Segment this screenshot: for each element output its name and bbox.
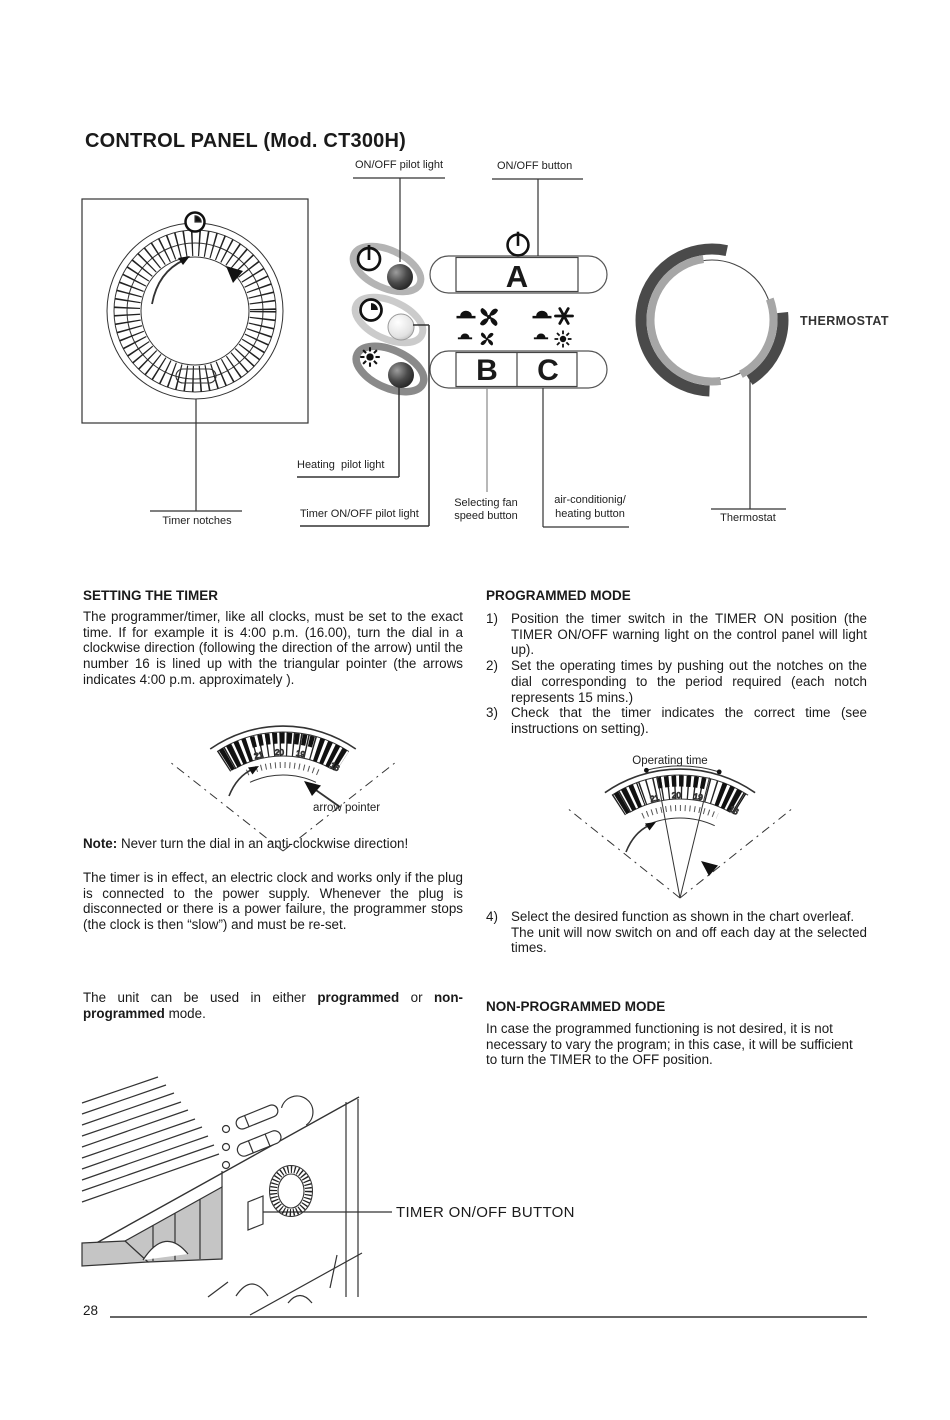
operating-time-wedge-line bbox=[680, 778, 709, 899]
dial-number: 21 bbox=[253, 750, 265, 761]
timer-onoff-button-art bbox=[248, 1196, 263, 1230]
timer-knob bbox=[270, 1166, 313, 1217]
setting-heading: SETTING THE TIMER bbox=[83, 588, 218, 603]
mode-icons bbox=[457, 308, 573, 348]
dial-number: 16 bbox=[328, 760, 341, 774]
item-number: 1) bbox=[486, 611, 498, 626]
mode-paragraph bbox=[83, 990, 463, 1021]
fan-heater-dome-icon bbox=[457, 311, 476, 319]
shaded-band bbox=[125, 1187, 222, 1262]
note-label: Note: bbox=[83, 836, 118, 851]
item-number: 4) bbox=[486, 909, 498, 924]
arrow-pointer-mark bbox=[304, 781, 321, 796]
button-a-label: A bbox=[505, 259, 529, 294]
programmed-step-4 bbox=[486, 909, 867, 956]
timer-dial-figure bbox=[82, 199, 308, 511]
programmed-heading: PROGRAMMED MODE bbox=[486, 588, 631, 603]
fan-speed-label-2: speed button bbox=[454, 510, 518, 522]
timer-pilot-label: Timer ON/OFF pilot light bbox=[300, 508, 419, 520]
clock-icon bbox=[361, 300, 382, 321]
timer-onoff-button-label: TIMER ON/OFF BUTTON bbox=[396, 1204, 575, 1221]
thermostat-callout-label: Thermostat bbox=[720, 512, 776, 524]
heating-pilot-lamp bbox=[388, 362, 414, 388]
list-item bbox=[486, 611, 867, 658]
dial-pointer bbox=[701, 861, 718, 876]
fan-heater-dome-icon bbox=[458, 334, 472, 340]
panel-buttons bbox=[430, 232, 607, 388]
item-number: 2) bbox=[486, 658, 498, 674]
heating-pilot-label: Heating pilot light bbox=[297, 459, 385, 471]
onoff-pilot-oval bbox=[346, 237, 427, 301]
item-text-line: The unit will now switch on and off each day at the selected times. bbox=[511, 924, 867, 956]
fan-speed-label-1: Selecting fan bbox=[454, 497, 518, 509]
arrow-pointer-label: arrow pointer bbox=[313, 802, 381, 814]
appliance-illustration bbox=[82, 1077, 362, 1315]
list-item bbox=[486, 658, 867, 705]
mode-nonprogrammed: non-programmed bbox=[83, 990, 463, 1021]
mode-mid: or bbox=[399, 990, 434, 1005]
operating-time-wedge-line bbox=[657, 776, 680, 898]
programmed-steps bbox=[486, 611, 867, 737]
button-c-label: C bbox=[537, 354, 559, 387]
vent-slot bbox=[235, 1129, 283, 1158]
timer-notch-ring bbox=[127, 243, 263, 379]
snowflake-icon bbox=[556, 309, 573, 324]
pilot-lights bbox=[346, 237, 430, 401]
sun-icon bbox=[555, 331, 572, 348]
vent-slot bbox=[234, 1103, 279, 1131]
dial-number: 16 bbox=[727, 804, 741, 817]
mode-prefix: The unit can be used in either bbox=[83, 990, 318, 1005]
fan-icon bbox=[481, 333, 494, 346]
nonprogrammed-heading: NON-PROGRAMMED MODE bbox=[486, 999, 666, 1014]
dial-number: 19 bbox=[692, 791, 704, 803]
item-number: 3) bbox=[486, 705, 498, 721]
aircon-label-2: heating button bbox=[555, 508, 625, 520]
dial-pointer bbox=[226, 266, 243, 283]
timer-pilot-oval bbox=[348, 288, 429, 352]
mode-programmed: programmed bbox=[317, 990, 400, 1005]
hatching bbox=[82, 1077, 219, 1202]
item-text bbox=[511, 909, 867, 956]
footer-rule bbox=[110, 1316, 867, 1318]
timer-pilot-lamp bbox=[388, 314, 414, 340]
dial-arc-figure-right bbox=[567, 766, 793, 898]
page-title: CONTROL PANEL (Mod. CT300H) bbox=[85, 130, 406, 152]
dial-number: 21 bbox=[649, 793, 661, 804]
onoff-pilot-lamp bbox=[387, 264, 413, 290]
nonprogrammed-paragraph: In case the programmed functioning is not desired, it is not necessary to vary the program; in this case, it will be sufficient to turn the TIMER to the OFF position. bbox=[486, 1021, 853, 1068]
sun-icon bbox=[360, 347, 380, 367]
onoff-pilot-label: ON/OFF pilot light bbox=[355, 159, 444, 171]
fan-heater-dome-icon bbox=[533, 311, 552, 319]
item-text-line: Select the desired function as shown in the chart overleaf. bbox=[511, 909, 855, 924]
dial-arc-figure-left bbox=[170, 726, 396, 851]
fan-heater-dome-icon bbox=[534, 334, 548, 340]
dial-number: 20 bbox=[274, 747, 285, 758]
note-paragraph bbox=[83, 836, 463, 852]
onoff-button-label: ON/OFF button bbox=[497, 160, 573, 172]
item-text: Position the timer switch in the TIMER ON position (the TIMER ON/OFF warning light on the control panel will light up). bbox=[511, 611, 867, 658]
list-item bbox=[486, 909, 867, 956]
page-number: 28 bbox=[83, 1303, 99, 1318]
item-text: Check that the timer indicates the correct time (see instructions on setting). bbox=[511, 705, 867, 736]
button-b-label: B bbox=[476, 354, 498, 387]
thermostat-figure bbox=[641, 249, 783, 391]
dial-number: 19 bbox=[295, 748, 306, 760]
power-icon bbox=[358, 245, 380, 270]
dial-number: 20 bbox=[671, 790, 682, 801]
thermostat-side-label: THERMOSTAT bbox=[800, 314, 889, 328]
aircon-label-1: air-conditionig/ bbox=[554, 494, 626, 506]
operating-time-label: Operating time bbox=[632, 755, 708, 767]
heating-pilot-oval bbox=[349, 337, 430, 401]
timer-clock-paragraph: The timer is in effect, an electric clock and works only if the plug is connected to the power supply. Whenever the plug is disconnected or there is a power failure, the programmer stops (the clock is then “slow”) and must be re-set. bbox=[83, 870, 463, 933]
dial-cutout bbox=[282, 1096, 313, 1125]
note-text: Never turn the dial in an anti-clockwise direction! bbox=[117, 836, 409, 851]
clockwise-arrow bbox=[152, 260, 184, 304]
item-text: Set the operating times by pushing out the notches on the dial corresponding to the period required (each notch represents 15 mins.) bbox=[511, 658, 867, 705]
setting-paragraph: The programmer/timer, like all clocks, must be set to the exact time. If for example it is 4:00 p.m. (16.00), turn the dial in a clockwise direction (following the direction of the arrow) until the number 16 is lined up with the triangular pointer (the arrows indicates 4:00 p.m. approximately ). bbox=[83, 609, 463, 687]
mode-suffix: mode. bbox=[164, 1005, 206, 1021]
timer-notches-label: Timer notches bbox=[162, 515, 232, 527]
clock-icon bbox=[186, 213, 205, 232]
list-item bbox=[486, 705, 867, 736]
fan-icon bbox=[480, 308, 498, 326]
power-icon bbox=[508, 232, 529, 256]
